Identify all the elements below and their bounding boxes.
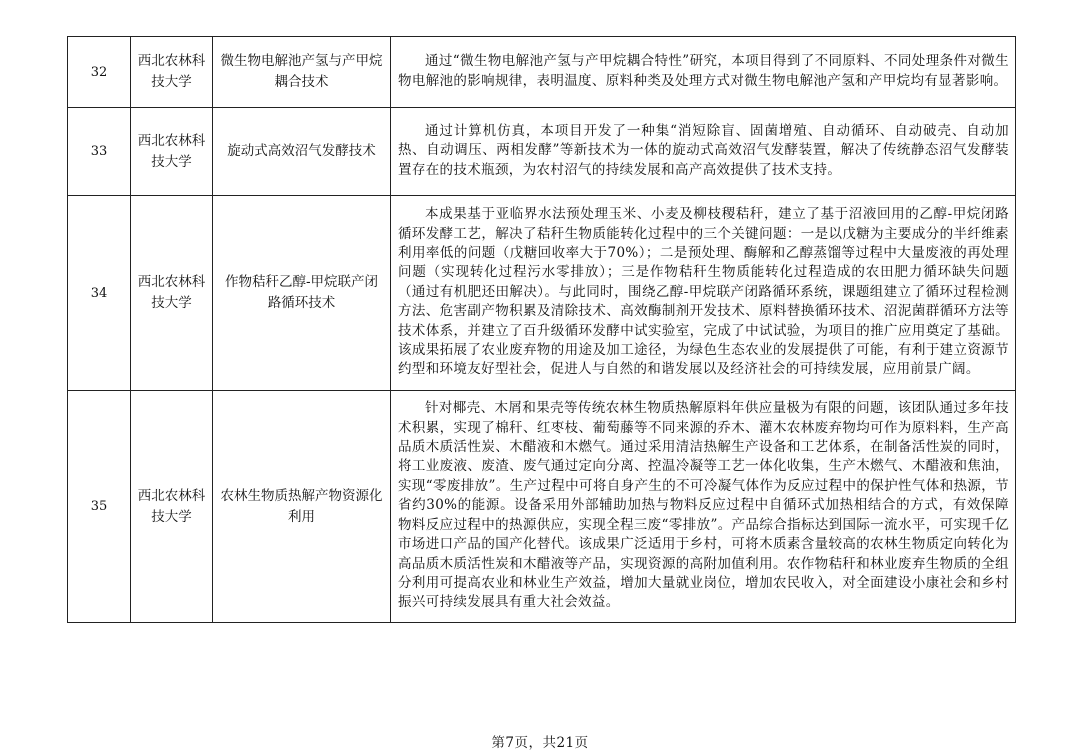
institution-name: 西北农林科技大学	[131, 391, 213, 623]
table-row	[68, 108, 1016, 196]
row-number: 32	[68, 37, 131, 108]
achievement-title: 作物秸秆乙醇-甲烷联产闭路循环技术	[213, 196, 391, 391]
table-row	[68, 391, 1016, 623]
achievement-description: 通过“微生物电解池产氢与产甲烷耦合特性”研究，本项目得到了不同原料、不同处理条件对微生物电解池的影响规律，表明温度、原料种类及处理方式对微生物电解池产氢和产甲烷均有显著影响。	[391, 37, 1016, 108]
achievement-description: 本成果基于亚临界水法预处理玉米、小麦及柳枝稷秸秆，建立了基于沼液回用的乙醇-甲烷闭路循环发酵工艺，解决了秸秆生物质能转化过程中的三个关键问题：一是以戊糖为主要成分的半纤维素利用率低的问题（戊糖回收率大于70%）；二是预处理、酶解和乙醇蒸馏等过程中大量废液的再处理问题（实现转化过程污水零排放）；三是作物秸秆生物质能转化过程造成的农田肥力循环缺失问题（通过有机肥还田解决）。与此同时，围绕乙醇-甲烷联产闭路循环系统，课题组建立了循环过程检测方法、危害副产物积累及清除技术、高效酶制剂开发技术、原料替换循环技术、沼泥菌群循环方法等技术体系，并建立了百升级循环发酵中试实验室，完成了中试试验，为项目的推广应用奠定了基础。该成果拓展了农业废弃物的用途及加工途径，为绿色生态农业的发展提供了可能，有利于建立资源节约型和环境友好型社会，促进人与自然的和谐发展以及经济社会的可持续发展，应用前景广阔。	[391, 196, 1016, 391]
table-row	[68, 196, 1016, 391]
achievements-table	[67, 36, 1016, 623]
achievement-title: 农林生物质热解产物资源化利用	[213, 391, 391, 623]
page-number: 第7页，共21页	[491, 735, 589, 751]
row-number: 34	[68, 196, 131, 391]
institution-name: 西北农林科技大学	[131, 37, 213, 108]
row-number: 35	[68, 391, 131, 623]
achievement-title: 旋动式高效沼气发酵技术	[213, 108, 391, 196]
table-row	[68, 37, 1016, 108]
row-number: 33	[68, 108, 131, 196]
institution-name: 西北农林科技大学	[131, 108, 213, 196]
achievement-description: 通过计算机仿真，本项目开发了一种集“消短除盲、固菌增殖、自动循环、自动破壳、自动加热、自动调压、两相发酵”等新技术为一体的旋动式高效沼气发酵装置，解决了传统静态沼气发酵装置存在的技术瓶颈，为农村沼气的持续发展和高产高效提供了技术支持。	[391, 108, 1016, 196]
achievement-description: 针对椰壳、木屑和果壳等传统农林生物质热解原料年供应量极为有限的问题，该团队通过多年技术积累，实现了棉秆、红枣枝、葡萄藤等不同来源的乔木、灌木农林废弃物均可作为原料料，生产高品质木质活性炭、木醋液和木燃气。通过采用清洁热解生产设备和工艺体系，在制备活性炭的同时，将工业废液、废渣、废气通过定向分离、控温冷凝等工艺一体化收集，生产木燃气、木醋液和焦油，实现“零废排放”。生产过程中可将自身产生的不可冷凝气体作为反应过程中的保护性气体和热源，节省约30%的能源。设备采用外部辅助加热与物料反应过程中自循环式加热相结合的方式，有效保障物料反应过程中的热源供应，实现全程三废“零排放”。产品综合指标达到国际一流水平，可实现千亿市场进口产品的国产化替代。该成果广泛适用于乡村，可将木质素含量较高的农林生物质定向转化为高品质木质活性炭和木醋液等产品，实现资源的高附加值利用。农作物秸秆和林业废弃生物质的全组分利用可提高农业和林业生产效益，增加大量就业岗位，增加农民收入，对全面建设小康社会和乡村振兴可持续发展具有重大社会效益。	[391, 391, 1016, 623]
achievement-title: 微生物电解池产氢与产甲烷耦合技术	[213, 37, 391, 108]
institution-name: 西北农林科技大学	[131, 196, 213, 391]
